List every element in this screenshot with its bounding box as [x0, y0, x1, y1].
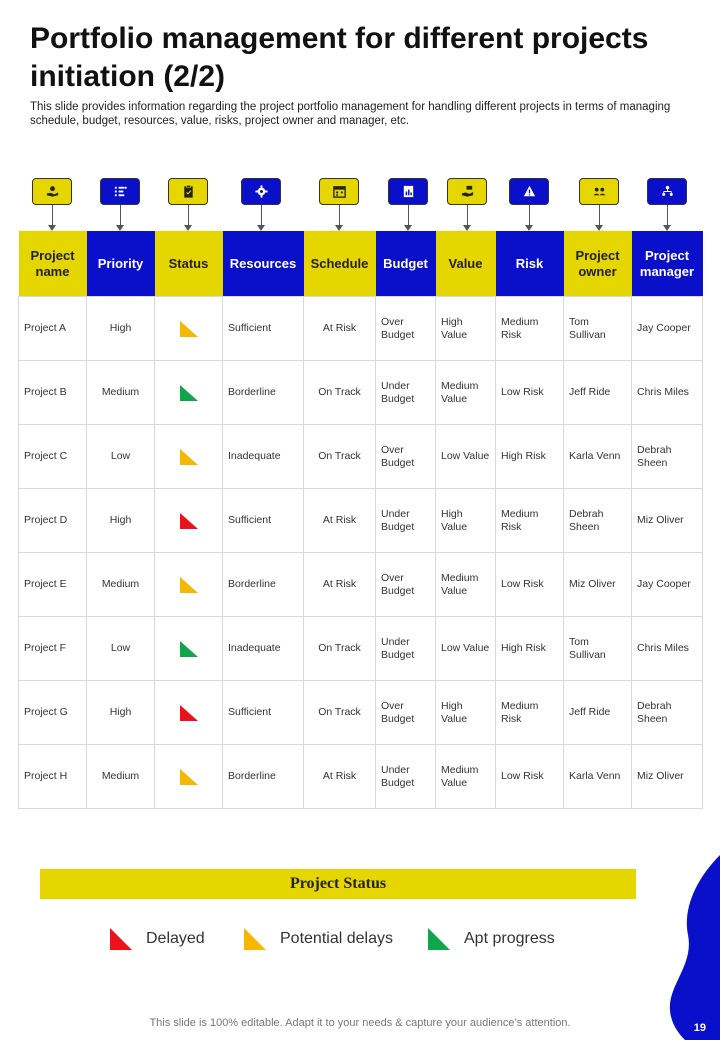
cell-resources: Inadequate — [223, 425, 304, 489]
table-row — [19, 297, 703, 361]
cell-budget: Over Budget — [376, 681, 436, 745]
table-header-row — [19, 231, 703, 297]
status-cell — [155, 297, 223, 361]
cell-manager: Chris Miles — [632, 361, 703, 425]
document-chart-icon — [388, 178, 428, 205]
list-settings-icon — [100, 178, 140, 205]
apt-progress-triangle-icon — [426, 926, 452, 952]
cell-schedule: On Track — [304, 425, 376, 489]
status-cell — [155, 489, 223, 553]
cell-manager: Jay Cooper — [632, 297, 703, 361]
status-cell — [155, 425, 223, 489]
cell-owner: Tom Sullivan — [564, 297, 632, 361]
potential-delays-triangle-icon — [179, 768, 199, 786]
status-cell — [155, 617, 223, 681]
cell-risk: High Risk — [496, 617, 564, 681]
column-header: Status — [155, 231, 223, 297]
delayed-triangle-icon — [108, 926, 134, 952]
cell-priority: Medium — [87, 745, 155, 809]
cell-value: Medium Value — [436, 553, 496, 617]
cell-budget: Under Budget — [376, 617, 436, 681]
status-cell — [155, 361, 223, 425]
cell-resources: Inadequate — [223, 617, 304, 681]
portfolio-table — [18, 231, 703, 809]
warning-gear-icon — [509, 178, 549, 205]
cell-manager: Debrah Sheen — [632, 425, 703, 489]
table-row — [19, 489, 703, 553]
column-header: Project name — [19, 231, 87, 297]
cell-priority: Low — [87, 617, 155, 681]
cell-name: Project E — [19, 553, 87, 617]
apt-progress-triangle-icon — [179, 384, 199, 402]
legend-item-delayed — [108, 926, 205, 952]
cell-owner: Jeff Ride — [564, 361, 632, 425]
legend-item-potential-delays — [242, 926, 393, 952]
status-cell — [155, 553, 223, 617]
cell-value: Medium Value — [436, 361, 496, 425]
cell-manager: Miz Oliver — [632, 489, 703, 553]
status-cell — [155, 681, 223, 745]
cell-resources: Borderline — [223, 745, 304, 809]
cell-value: High Value — [436, 681, 496, 745]
cell-owner: Karla Venn — [564, 745, 632, 809]
cell-owner: Debrah Sheen — [564, 489, 632, 553]
cell-risk: Low Risk — [496, 745, 564, 809]
cell-risk: Low Risk — [496, 361, 564, 425]
cell-name: Project H — [19, 745, 87, 809]
table-row — [19, 745, 703, 809]
column-header: Resources — [223, 231, 304, 297]
hand-money-icon — [447, 178, 487, 205]
cell-budget: Over Budget — [376, 297, 436, 361]
cell-owner: Karla Venn — [564, 425, 632, 489]
table-row — [19, 681, 703, 745]
legend-title: Project Status — [40, 869, 636, 899]
cell-risk: Medium Risk — [496, 681, 564, 745]
footer-note: This slide is 100% editable. Adapt it to your needs & capture your audience’s attention. — [149, 1017, 571, 1029]
status-cell — [155, 745, 223, 809]
clipboard-icon — [168, 178, 208, 205]
cell-manager: Jay Cooper — [632, 553, 703, 617]
column-header: Value — [436, 231, 496, 297]
cell-name: Project B — [19, 361, 87, 425]
cell-priority: High — [87, 681, 155, 745]
table-row — [19, 425, 703, 489]
cell-priority: Low — [87, 425, 155, 489]
cell-risk: Medium Risk — [496, 489, 564, 553]
cell-schedule: At Risk — [304, 553, 376, 617]
cell-manager: Miz Oliver — [632, 745, 703, 809]
cell-owner: Tom Sullivan — [564, 617, 632, 681]
cell-value: Low Value — [436, 617, 496, 681]
table-row — [19, 361, 703, 425]
page-title: Portfolio management for different projects initiation (2/2) — [30, 22, 649, 93]
cell-schedule: At Risk — [304, 489, 376, 553]
column-header: Schedule — [304, 231, 376, 297]
page-number: 19 — [693, 1022, 706, 1034]
cell-risk: High Risk — [496, 425, 564, 489]
cell-risk: Medium Risk — [496, 297, 564, 361]
hierarchy-icon — [647, 178, 687, 205]
legend-label: Apt progress — [464, 930, 555, 947]
cell-schedule: On Track — [304, 361, 376, 425]
calendar-icon — [319, 178, 359, 205]
cell-priority: High — [87, 489, 155, 553]
column-header: Project manager — [632, 231, 703, 297]
cell-priority: Medium — [87, 361, 155, 425]
potential-delays-triangle-icon — [242, 926, 268, 952]
cell-manager: Chris Miles — [632, 617, 703, 681]
cell-resources: Borderline — [223, 361, 304, 425]
cell-manager: Debrah Sheen — [632, 681, 703, 745]
cell-budget: Under Budget — [376, 361, 436, 425]
decorative-blue-blob — [660, 855, 720, 1040]
delayed-triangle-icon — [179, 704, 199, 722]
cell-resources: Borderline — [223, 553, 304, 617]
delayed-triangle-icon — [179, 512, 199, 530]
potential-delays-triangle-icon — [179, 576, 199, 594]
cell-value: High Value — [436, 297, 496, 361]
cell-name: Project G — [19, 681, 87, 745]
cell-schedule: At Risk — [304, 297, 376, 361]
legend-label: Delayed — [146, 930, 205, 947]
cell-value: Low Value — [436, 425, 496, 489]
cell-name: Project D — [19, 489, 87, 553]
cell-owner: Jeff Ride — [564, 681, 632, 745]
cell-risk: Low Risk — [496, 553, 564, 617]
cell-schedule: At Risk — [304, 745, 376, 809]
cell-name: Project F — [19, 617, 87, 681]
potential-delays-triangle-icon — [179, 448, 199, 466]
cell-name: Project A — [19, 297, 87, 361]
column-header: Risk — [496, 231, 564, 297]
cell-name: Project C — [19, 425, 87, 489]
cell-schedule: On Track — [304, 617, 376, 681]
hand-coin-icon — [32, 178, 72, 205]
cell-budget: Over Budget — [376, 425, 436, 489]
table-row — [19, 617, 703, 681]
cell-value: High Value — [436, 489, 496, 553]
cell-budget: Under Budget — [376, 489, 436, 553]
header-icons-row — [18, 178, 702, 232]
cell-resources: Sufficient — [223, 681, 304, 745]
team-gear-icon — [579, 178, 619, 205]
legend-item-apt-progress — [426, 926, 555, 952]
legend — [108, 926, 628, 956]
column-header: Priority — [87, 231, 155, 297]
cell-value: Medium Value — [436, 745, 496, 809]
column-header: Budget — [376, 231, 436, 297]
cell-priority: Medium — [87, 553, 155, 617]
potential-delays-triangle-icon — [179, 320, 199, 338]
gear-icon — [241, 178, 281, 205]
cell-resources: Sufficient — [223, 297, 304, 361]
table-row — [19, 553, 703, 617]
page-subtitle: This slide provides information regarding the project portfolio management for handling different projects in terms of managing schedule, budget, resources, value, risks, project owner and manager, etc. — [30, 101, 671, 127]
cell-budget: Over Budget — [376, 553, 436, 617]
cell-budget: Under Budget — [376, 745, 436, 809]
cell-owner: Miz Oliver — [564, 553, 632, 617]
cell-schedule: On Track — [304, 681, 376, 745]
column-header: Project owner — [564, 231, 632, 297]
cell-resources: Sufficient — [223, 489, 304, 553]
cell-priority: High — [87, 297, 155, 361]
apt-progress-triangle-icon — [179, 640, 199, 658]
legend-label: Potential delays — [280, 930, 393, 947]
